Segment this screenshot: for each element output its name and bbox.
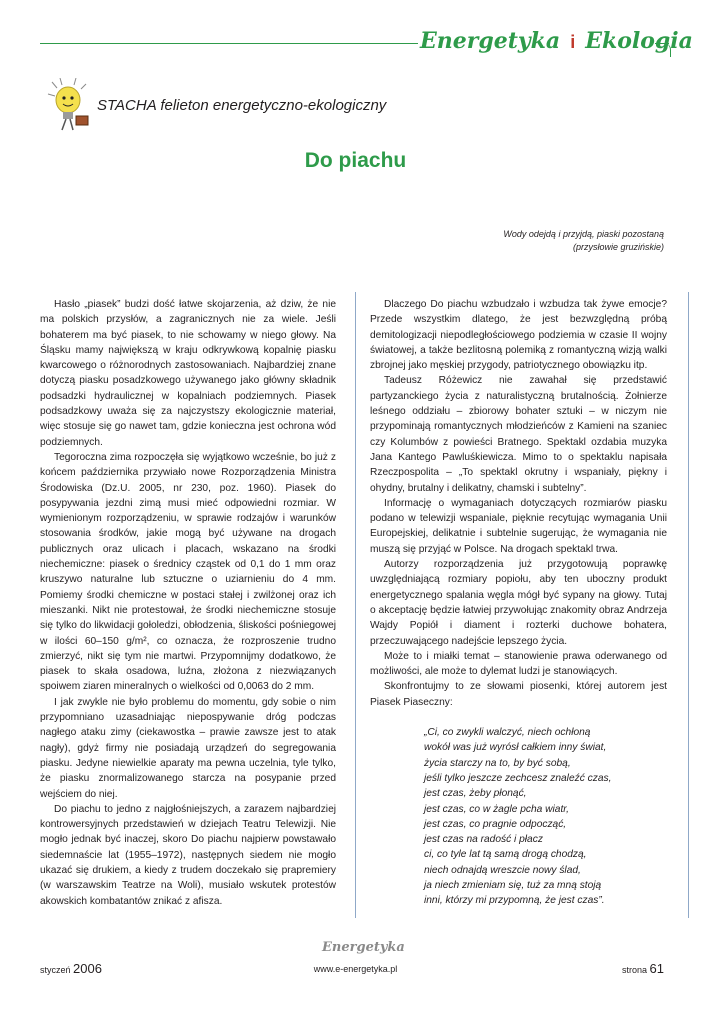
article-title: Do piachu <box>304 149 407 172</box>
motto-source: (przysłowie gruzińskie) <box>572 242 664 252</box>
lyric-line: niech odnajdą wreszcie nowy ślad, <box>424 864 581 876</box>
paragraph: Hasło „piasek” budzi dość łatwe skojarzenia, aż dziw, że nie ma polskich przysłów, a zagranicznych nie za wiele. Jeśli bohaterem ma być piasek, to nie schowamy w niego głowy. Na Śląsku mamy największą w kraju odkrywkową kopalnię piasku kwarcowego o różnorodnych zastosowaniach. Najbardziej znane dotyczą piasku posadzkowego używanego jako główny składnik podsadzki hydraulicznej w kopalniach podziemnych. Piasek podsadzkowy uważa się za najczystszy ekologicznie materiał, więc stosuje się go nawet tam, gdzie koniecznа jest ochrona wód podziemnych. <box>40 299 336 448</box>
paragraph: Tadeusz Różewicz nie zawahał się przedstawić partyzanckiego życia z naturalistyczną brutalnością. Żołnierze leśnego oddziału – zbiorowy bohater sztuki – w niczym nie przypominają romantycznych młodzieńców z Kamieni na szaniec czy Kolumbów z powieści Bratnego. Spektakl ozdabia muzyka Jana Kantego Pawluśkiewicza. Mimo to o spektaklu napisała Rzeczpospolita – „To spektakl okrutny i wspaniały, piękny i ohydny, brutalny i delikatny, chamski i subtelny”. <box>370 375 667 494</box>
journal-logo <box>420 28 693 54</box>
lyric-line: jest czas, co pragnie odpocząć, <box>424 818 567 830</box>
paragraph: Może to i miałki temat – stanowienie prawa oderwanego od możliwości, ale może to dylemat ludzi je stanowiących. <box>370 650 667 678</box>
lyric-line: „Ci, co zwykli walczyć, niech ochłoną <box>424 727 591 739</box>
header-rule <box>40 43 418 44</box>
lyric-line: jest czas, co w żagle pcha wiatr, <box>424 803 569 815</box>
lyric-line: ci, co tyle lat tą samą drogą chodzą, <box>424 849 587 861</box>
paragraph: Dlaczego Do piachu wzbudzało i wzbudza tak żywe emocje? Przede wszystkim dlatego, że jest bezwzględną próbą demitologizacji niepodległościowego podziemia w czasie II wojny światowej, a także bezlitosną polemiką z romantyczną wizją walki zbrojnej jako męskiej przygody, patriotycznego obowiązku itp. <box>370 299 667 372</box>
paragraph: Skonfrontujmy to ze słowami piosenki, której autorem jest Piasek Piaseczny: <box>370 681 667 708</box>
lyric-line: jest czas, żeby płonąć, <box>424 788 527 800</box>
lyric-line: życia starczy na to, by być sobą, <box>424 757 571 769</box>
series-title: STACHA felieton energetyczno-ekologiczny <box>97 97 387 114</box>
logo-energetyka: Energetyka <box>420 28 561 54</box>
footer-url[interactable]: www.e-energetyka.pl <box>313 964 398 974</box>
paragraph: Do piachu to jedno z najgłośniejszych, a zarazem najbardziej kontrowersyjnych przedstawień w dziejach Teatru Telewizji. Nie mogło jednak być inaczej, skoro Do piachu najpierw powstawało siedemnaście lat (1955–1972), następnych siedem nie mogło ukazać się drukiem, a kiedy z trudem doczekało się prapremiery (w warszawskim Teatrze na Woli), musiało wskutek protestów akowskich kombatantów znikać z afisza. <box>40 803 336 907</box>
logo-ekologia: Ekologia <box>585 28 693 54</box>
footer-page-number: 61 <box>649 961 664 976</box>
footer-page-label: strona <box>622 965 648 975</box>
page-edge-rule <box>688 292 689 918</box>
song-lyrics <box>424 725 667 909</box>
lyric-line: ja niech zmieniam się, tuż za mną stoją <box>424 879 602 891</box>
lightbulb-mascot-icon <box>46 78 96 136</box>
paragraph: Informację o wymaganiach dotyczących rozmiarów piasku podano w telewizji wspaniale, pięknie recytując wymagania Unii Europejskiej, delikatnie i subtelnie sugerując, że wymagania nie muszą się przyjąć w Polsce. Na drogach spektakl trwa. <box>370 497 667 555</box>
paragraph: Tegoroczna zima rozpoczęła się wyjątkowo wcześnie, bo już z końcem października przywiało nowe Rozporządzenia Ministra Środowiska (Dz.U. 2005, nr 230, poz. 1960). Piasek do posypywania jezdni zimą musi mieć odpowiedni rozmiar. W wymienionym rozporządzeniu, w sprawie rodzajów i warunków stosowania środków, jakie mogą być używane na drogach publicznych oraz ulicach i placach, wskazano na środki niechemiczne: piasek o średnicy cząstek od 0,1 do 1 mm oraz kruszywo naturalne lub sztuczne o uziarnieniu do 4 mm. Pomiemy środki chemiczne w postaci stałej i zwilżonej oraz ich mieszanki. Nikt nie protestował, że środki niechemiczne stosuje się tylko do likwidacji gołoledzi, obłodzenia, śliskości pośniegowej w ilości 60–150 g/m², co oznacza, że rozproszenie trudno zmierzyć, nikt się tym nie martwi. Przypomnijmy dodatkowo, że piasek to skała osadowa, luźna, złożona z niezwiązanych spoiwem ziaren mineralnych o wielkości od 0,0063 do 2 mm. <box>40 451 336 693</box>
footer-year: 2006 <box>73 961 102 976</box>
footer-month: styczeń <box>40 965 71 975</box>
left-column <box>40 297 336 909</box>
lyric-line: wokół was już wyrósł całkiem inny świat, <box>424 742 607 754</box>
lyric-line: jest czas na radość i płacz <box>424 834 543 846</box>
lyric-line: inni, którzy mi przypomną, że jest czas”. <box>424 895 605 907</box>
right-column <box>370 297 667 909</box>
paragraph: I jak zwykle nie było problemu do momentu, gdy sobie o nim przypomniano uzasadniając niepospywanie dróg podczas nagłego ataku zimy (ciekawostka – prawie zawsze jest to atak nagły), gdyż firmy nie posiadają urządzeń do segregowania piasku. Jedyne niewielkie aparaty ma pewna uczelnia, tyle tylko, że piasku znormalizowanego starcza na posypanie przed wejściem do niej. <box>40 696 336 800</box>
logo-conjunction: i <box>570 32 576 52</box>
footer-page <box>622 961 664 976</box>
footer-logo: Energetyka <box>322 940 405 955</box>
motto-line: Wody odejdą i przyjdą, piaski pozostaną <box>503 229 664 239</box>
motto <box>503 228 664 254</box>
lyric-line: jeśli tylko jeszcze zechcesz znaleźć czas, <box>424 772 612 784</box>
column-divider <box>355 292 356 918</box>
paragraph: Autorzy rozporządzenia już przygotowują poprawkę uwzględniającą rozmiary popiołu, aby ten uboczny produkt energetycznego spalania węgla mógł być sypany na głowy. Tutaj o akceptację będzie łatwiej przywołując znakomity obraz Andrzeja Wajdy Popiół i diament i rozterki duchowe bohatera, przeczuwającego nadejście lepszego życia. <box>370 559 667 647</box>
